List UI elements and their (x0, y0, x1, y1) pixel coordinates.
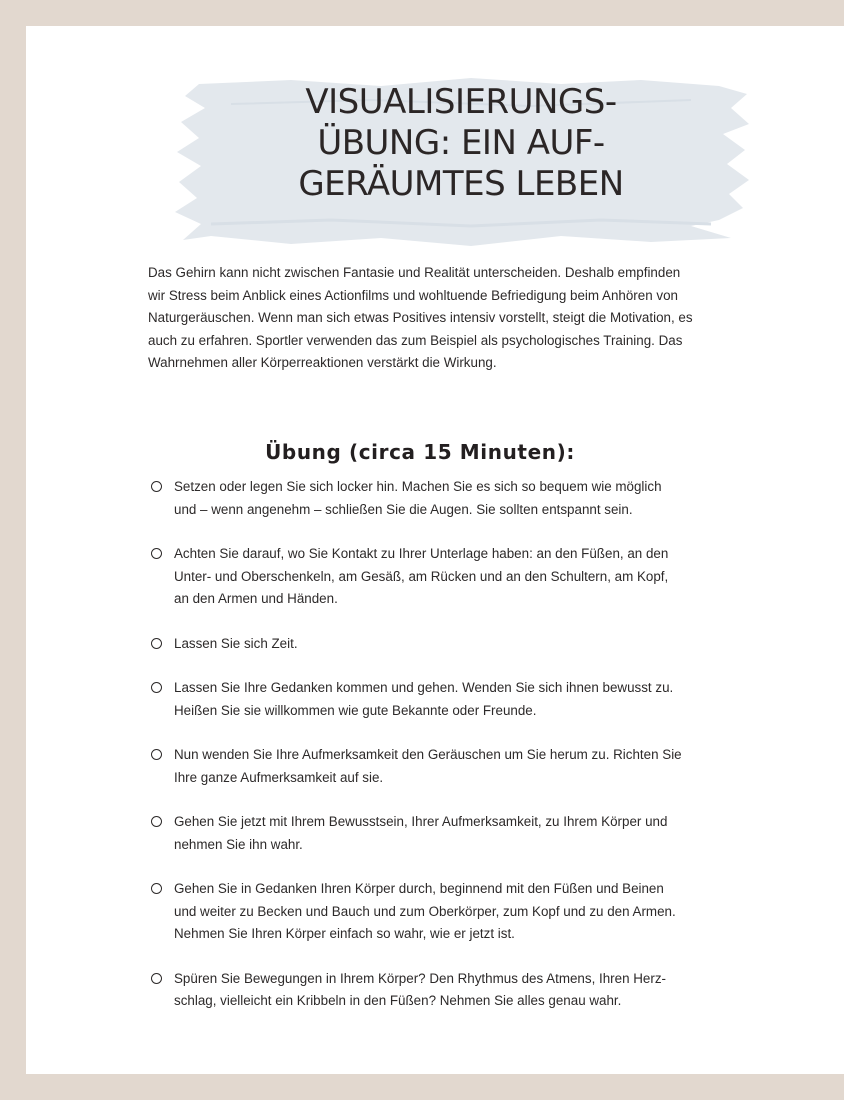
intro-paragraph (148, 262, 698, 375)
step-text: Setzen oder legen Sie sich locker hin. Machen Sie es sich so bequem wie möglich (174, 479, 662, 494)
list-item (148, 633, 708, 656)
title-line: ÜBUNG: EIN AUF- (317, 123, 605, 163)
page (26, 26, 844, 1074)
step-text: Gehen Sie jetzt mit Ihrem Bewusstsein, Ihrer Aufmerksamkeit, zu Ihrem Körper und (174, 814, 668, 829)
list-item (148, 543, 708, 611)
circle-bullet-icon (151, 973, 162, 984)
page-title (196, 82, 726, 205)
circle-bullet-icon (151, 682, 162, 693)
circle-bullet-icon (151, 481, 162, 492)
step-text: und – wenn angenehm – schließen Sie die Augen. Sie sollten entspannt sein. (174, 501, 633, 517)
step-text: Nehmen Sie Ihren Körper einfach so wahr, wie er jetzt ist. (174, 926, 515, 941)
exercise-steps-list (148, 476, 708, 1035)
step-text: schlag, vielleicht ein Kribbeln in den Füßen? Nehmen Sie alles genau wahr. (174, 993, 622, 1008)
step-text: Heißen Sie sie willkommen wie gute Bekannte oder Freunde. (174, 702, 537, 718)
step-text: Nun wenden Sie Ihre Aufmerksamkeit den Geräuschen um Sie herum zu. Richten Sie (174, 747, 682, 762)
step-text: Lassen Sie sich Zeit. (174, 635, 298, 651)
step-text: Ihre ganze Aufmerksamkeit auf sie. (174, 769, 384, 785)
step-text: Achten Sie darauf, wo Sie Kontakt zu Ihrer Unterlage haben: an den Füßen, an den (174, 546, 669, 561)
step-text: an den Armen und Händen. (174, 591, 338, 606)
intro-line: Das Gehirn kann nicht zwischen Fantasie und Realität unterscheiden. Deshalb empfinden (148, 265, 681, 280)
title-line: GERÄUMTES LEBEN (298, 164, 624, 204)
list-item (148, 811, 708, 856)
exercise-heading: Übung (circa 15 Minuten): (265, 440, 575, 464)
step-text: Lassen Sie Ihre Gedanken kommen und gehen. Wenden Sie sich ihnen bewusst zu. (174, 680, 674, 695)
intro-line: Naturgeräuschen. Wenn man sich etwas Positives intensiv vorstellt, steigt die Motivation, es (148, 310, 693, 325)
intro-line: auch zu erfahren. Sportler verwenden das zum Beispiel als psychologisches Training. Das (148, 332, 683, 348)
list-item (148, 744, 708, 789)
title-line: VISUALISIERUNGS- (305, 82, 617, 122)
circle-bullet-icon (151, 638, 162, 649)
circle-bullet-icon (151, 883, 162, 894)
list-item (148, 968, 708, 1013)
step-text: Unter- und Oberschenkeln, am Gesäß, am Rücken und an den Schultern, am Kopf, (174, 568, 669, 584)
list-item (148, 476, 708, 521)
intro-line: wir Stress beim Anblick eines Actionfilms und wohltuende Befriedigung beim Anhören von (148, 287, 678, 303)
circle-bullet-icon (151, 816, 162, 827)
list-item (148, 677, 708, 722)
step-text: nehmen Sie ihn wahr. (174, 836, 303, 852)
intro-line: Wahrnehmen aller Körperreaktionen verstärkt die Wirkung. (148, 355, 497, 370)
step-text: und weiter zu Becken und Bauch und zum Oberkörper, zum Kopf und zu den Armen. (174, 903, 676, 919)
step-text: Gehen Sie in Gedanken Ihren Körper durch, beginnend mit den Füßen und Beinen (174, 881, 664, 896)
step-text: Spüren Sie Bewegungen in Ihrem Körper? Den Rhythmus des Atmens, Ihren Herz- (174, 970, 666, 986)
circle-bullet-icon (151, 749, 162, 760)
list-item (148, 878, 708, 946)
circle-bullet-icon (151, 548, 162, 559)
